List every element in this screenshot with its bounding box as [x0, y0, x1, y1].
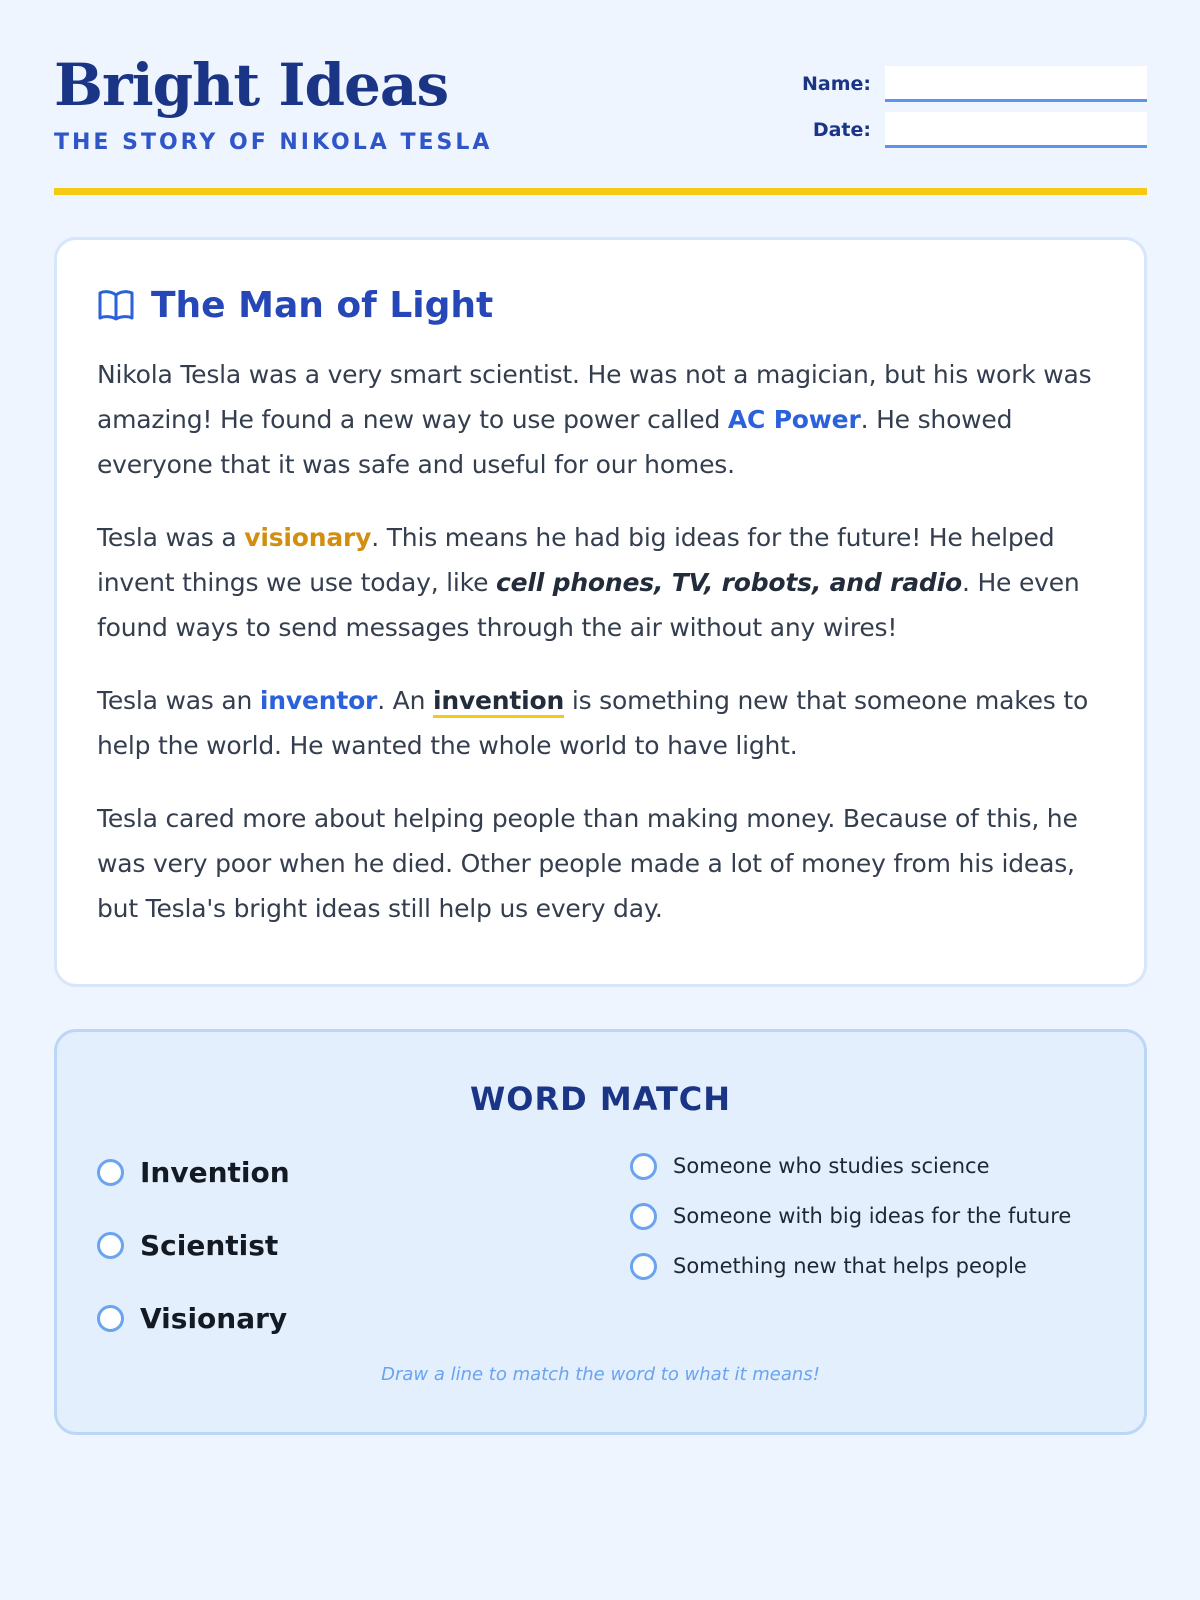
word-match-section [54, 1029, 1147, 1435]
paragraph-4: Tesla cared more about helping people than making money. Because of this, he was very poor when he died. Other people made a lot of money from his ideas, but Tesla's bright ideas still help us every day. [97, 804, 1078, 923]
name-label: Name: [801, 73, 871, 95]
worksheet-title: Bright Ideas [54, 51, 449, 119]
paragraph-2-text-a: Tesla was a [97, 523, 245, 552]
keyword-ac-power: AC Power [727, 405, 861, 434]
worksheet-header [54, 0, 1147, 190]
paragraph-2-text-c: . He even found ways to send messages through the air without any wires! [97, 568, 1080, 642]
word-label: Scientist [140, 1229, 279, 1262]
word-label: Visionary [140, 1302, 288, 1335]
match-circle-icon[interactable] [630, 1203, 657, 1230]
word-match-title: WORD MATCH [469, 1080, 732, 1118]
worksheet-subtitle: THE STORY OF NIKOLA TESLA [54, 130, 493, 155]
definition-label: Someone with big ideas for the future [673, 1204, 1072, 1228]
paragraph-1-text-b: . He showed everyone that it was safe and useful for our homes. [97, 405, 1013, 479]
definition-label: Someone who studies science [673, 1154, 990, 1178]
word-match-instructions: Draw a line to match the word to what it means! [381, 1364, 820, 1385]
definition-column [630, 1136, 1071, 1296]
paragraph-3-text-b: . An [377, 686, 433, 715]
keyword-visionary: visionary [244, 523, 372, 552]
name-input[interactable] [885, 66, 1147, 102]
word-item-scientist [97, 1209, 290, 1282]
book-open-icon [97, 288, 135, 322]
definition-label: Something new that helps people [673, 1254, 1027, 1278]
keyword-inventor: inventor [259, 686, 378, 715]
paragraph-1-text-a: Nikola Tesla was a very smart scientist. He was not a magician, but his work was amazing! He found a new way to use power called [97, 360, 1092, 434]
paragraph-2-text-b: . This means he had big ideas for the future! He helped invent things we use today, like [97, 523, 1055, 597]
name-field-row [781, 66, 1147, 102]
paragraph-3-text-a: Tesla was an [97, 686, 260, 715]
word-item-invention [97, 1136, 290, 1209]
match-circle-icon[interactable] [630, 1153, 657, 1180]
date-input[interactable] [885, 112, 1147, 148]
header-divider [54, 188, 1147, 195]
paragraph-1 [97, 352, 1104, 487]
reading-card [54, 237, 1147, 987]
match-circle-icon[interactable] [97, 1305, 124, 1332]
invention-examples: cell phones, TV, robots, and radio [496, 568, 962, 597]
reading-card-header [97, 280, 1104, 330]
paragraph-3-text-c: is something new that someone makes to help the world. He wanted the whole world to have light. [97, 686, 1089, 760]
date-field-row [781, 112, 1147, 148]
keyword-invention: invention [433, 686, 564, 718]
match-circle-icon[interactable] [630, 1253, 657, 1280]
match-circle-icon[interactable] [97, 1232, 124, 1259]
date-label: Date: [812, 119, 871, 141]
paragraph-3 [97, 678, 1104, 768]
definition-item-invention [630, 1236, 1071, 1296]
worksheet-page [54, 0, 1147, 1385]
match-circle-icon[interactable] [97, 1159, 124, 1186]
word-item-visionary [97, 1282, 290, 1355]
reading-title: The Man of Light [151, 284, 494, 326]
word-column [97, 1136, 290, 1355]
word-label: Invention [140, 1156, 290, 1189]
paragraph-2 [97, 515, 1104, 650]
